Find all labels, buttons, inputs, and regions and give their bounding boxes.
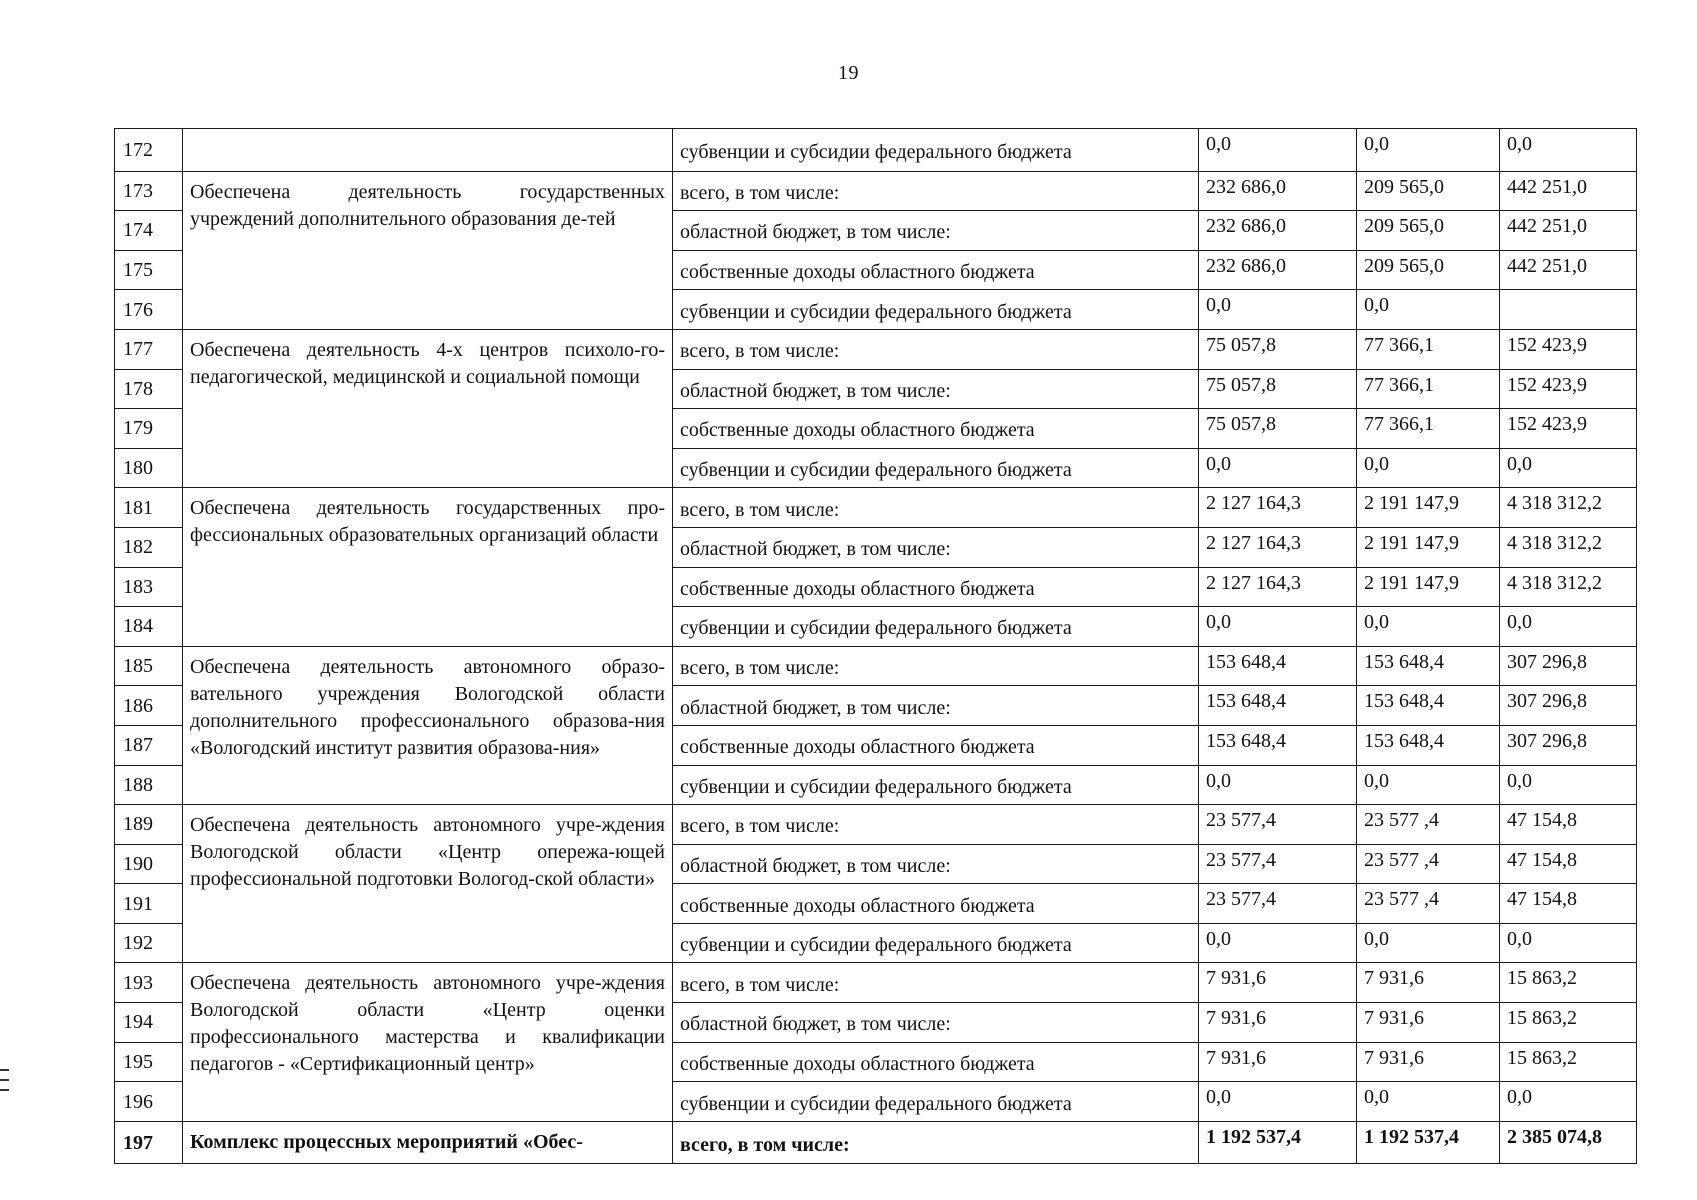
row-number: 174 [115,211,183,251]
value-total: 47 154,8 [1500,805,1637,845]
value-total: 2 385 074,8 [1500,1121,1637,1164]
value-total: 307 296,8 [1500,686,1637,726]
funding-source: субвенции и субсидии федерального бюджета [673,448,1199,488]
value-year-2: 0,0 [1357,290,1500,330]
value-year-1: 0,0 [1199,607,1357,647]
row-number: 178 [115,369,183,409]
value-year-1: 1 192 537,4 [1199,1121,1357,1164]
value-total: 15 863,2 [1500,963,1637,1003]
table-row [115,805,1637,845]
value-year-1: 7 931,6 [1199,1003,1357,1043]
value-year-2: 23 577 ,4 [1357,805,1500,845]
row-number: 183 [115,567,183,607]
table-row [115,488,1637,528]
value-total: 442 251,0 [1500,250,1637,290]
value-year-2: 153 648,4 [1357,725,1500,765]
value-year-2: 209 565,0 [1357,171,1500,211]
value-total: 0,0 [1500,923,1637,963]
value-year-1: 0,0 [1199,129,1357,172]
value-year-1: 0,0 [1199,448,1357,488]
funding-source: собственные доходы областного бюджета [673,409,1199,449]
value-total: 152 423,9 [1500,409,1637,449]
funding-source: областной бюджет, в том числе: [673,1003,1199,1043]
row-description: Обеспечена деятельность государственных про-фессиональных образовательных организаций области [183,488,673,646]
value-year-1: 232 686,0 [1199,250,1357,290]
value-total: 15 863,2 [1500,1042,1637,1082]
value-year-1: 7 931,6 [1199,1042,1357,1082]
table-row [115,963,1637,1003]
value-year-2: 209 565,0 [1357,211,1500,251]
row-number: 197 [115,1121,183,1164]
value-year-1: 75 057,8 [1199,409,1357,449]
funding-source: областной бюджет, в том числе: [673,844,1199,884]
value-total: 442 251,0 [1500,171,1637,211]
value-year-1: 2 127 164,3 [1199,527,1357,567]
row-number: 193 [115,963,183,1003]
table-row [115,171,1637,211]
value-year-2: 153 648,4 [1357,686,1500,726]
value-year-2: 1 192 537,4 [1357,1121,1500,1164]
row-number: 191 [115,884,183,924]
funding-source: субвенции и субсидии федерального бюджета [673,129,1199,172]
value-year-1: 153 648,4 [1199,686,1357,726]
value-total: 0,0 [1500,765,1637,805]
row-description: Обеспечена деятельность автономного учре-ждения Вологодской области «Центр опережа-ющей профессиональной подготовки Вологод-ской области» [183,805,673,963]
value-year-1: 23 577,4 [1199,884,1357,924]
value-total: 152 423,9 [1500,369,1637,409]
value-year-1: 0,0 [1199,765,1357,805]
value-year-2: 153 648,4 [1357,646,1500,686]
table-row [115,329,1637,369]
scan-edge-mark [0,1069,9,1071]
funding-source: всего, в том числе: [673,488,1199,528]
row-number: 176 [115,290,183,330]
value-year-2: 0,0 [1357,765,1500,805]
value-year-2: 77 366,1 [1357,329,1500,369]
row-number: 188 [115,765,183,805]
row-number: 196 [115,1082,183,1122]
row-number: 180 [115,448,183,488]
funding-source: собственные доходы областного бюджета [673,725,1199,765]
funding-source: всего, в том числе: [673,329,1199,369]
value-year-1: 75 057,8 [1199,329,1357,369]
funding-source: субвенции и субсидии федерального бюджета [673,923,1199,963]
page-number: 19 [838,62,859,84]
row-number: 190 [115,844,183,884]
funding-source: всего, в том числе: [673,963,1199,1003]
row-number: 186 [115,686,183,726]
value-year-1: 0,0 [1199,290,1357,330]
value-total: 442 251,0 [1500,211,1637,251]
row-number: 172 [115,129,183,172]
value-year-1: 0,0 [1199,923,1357,963]
value-year-2: 7 931,6 [1357,1003,1500,1043]
value-total: 4 318 312,2 [1500,527,1637,567]
value-total: 4 318 312,2 [1500,488,1637,528]
value-total: 0,0 [1500,129,1637,172]
scan-edge-mark [0,1079,9,1081]
value-year-1: 232 686,0 [1199,211,1357,251]
row-description [183,129,673,172]
value-year-1: 0,0 [1199,1082,1357,1122]
funding-source: субвенции и субсидии федерального бюджета [673,607,1199,647]
value-total: 307 296,8 [1500,646,1637,686]
row-number: 189 [115,805,183,845]
funding-source: собственные доходы областного бюджета [673,884,1199,924]
value-total: 307 296,8 [1500,725,1637,765]
funding-source: областной бюджет, в том числе: [673,369,1199,409]
funding-source: всего, в том числе: [673,1121,1199,1164]
funding-source: собственные доходы областного бюджета [673,250,1199,290]
value-total: 152 423,9 [1500,329,1637,369]
row-number: 185 [115,646,183,686]
value-year-2: 7 931,6 [1357,1042,1500,1082]
value-year-2: 209 565,0 [1357,250,1500,290]
row-description: Обеспечена деятельность 4-х центров психоло-го-педагогической, медицинской и социальной помощи [183,329,673,487]
value-total: 47 154,8 [1500,884,1637,924]
funding-source: субвенции и субсидии федерального бюджета [673,290,1199,330]
value-year-2: 77 366,1 [1357,409,1500,449]
row-description: Обеспечена деятельность государственных учреждений дополнительного образования де-тей [183,171,673,329]
value-year-1: 232 686,0 [1199,171,1357,211]
value-year-2: 2 191 147,9 [1357,567,1500,607]
row-description: Обеспечена деятельность автономного учре-ждения Вологодской области «Центр оценки профессионального мастерства и квалификации педагогов - «Сертификационный центр» [183,963,673,1121]
value-total [1500,290,1637,330]
value-total: 0,0 [1500,448,1637,488]
value-year-2: 23 577 ,4 [1357,884,1500,924]
table-row [115,1121,1637,1164]
value-year-2: 0,0 [1357,129,1500,172]
row-description: Комплекс процессных мероприятий «Обес- [183,1121,673,1164]
value-total: 0,0 [1500,607,1637,647]
value-year-1: 75 057,8 [1199,369,1357,409]
scan-edge-mark [0,1089,9,1091]
row-number: 173 [115,171,183,211]
value-year-2: 2 191 147,9 [1357,488,1500,528]
value-year-1: 7 931,6 [1199,963,1357,1003]
value-year-2: 77 366,1 [1357,369,1500,409]
value-year-1: 23 577,4 [1199,805,1357,845]
value-total: 0,0 [1500,1082,1637,1122]
row-description: Обеспечена деятельность автономного образо-вательного учреждения Вологодской области дополнительного профессионального образова-ния «Вологодский институт развития образова-ния» [183,646,673,804]
value-year-2: 0,0 [1357,1082,1500,1122]
funding-source: субвенции и субсидии федерального бюджета [673,1082,1199,1122]
funding-source: собственные доходы областного бюджета [673,567,1199,607]
row-number: 184 [115,607,183,647]
funding-source: областной бюджет, в том числе: [673,211,1199,251]
value-year-2: 0,0 [1357,923,1500,963]
value-total: 15 863,2 [1500,1003,1637,1043]
value-total: 47 154,8 [1500,844,1637,884]
value-year-2: 0,0 [1357,607,1500,647]
funding-source: областной бюджет, в том числе: [673,527,1199,567]
row-number: 187 [115,725,183,765]
row-number: 194 [115,1003,183,1043]
funding-source: субвенции и субсидии федерального бюджета [673,765,1199,805]
value-year-1: 153 648,4 [1199,725,1357,765]
value-year-2: 0,0 [1357,448,1500,488]
value-year-2: 7 931,6 [1357,963,1500,1003]
value-total: 4 318 312,2 [1500,567,1637,607]
row-number: 192 [115,923,183,963]
funding-source: всего, в том числе: [673,646,1199,686]
value-year-2: 23 577 ,4 [1357,844,1500,884]
row-number: 177 [115,329,183,369]
budget-table [114,128,1637,1164]
value-year-1: 2 127 164,3 [1199,488,1357,528]
row-number: 181 [115,488,183,528]
row-number: 195 [115,1042,183,1082]
funding-source: всего, в том числе: [673,805,1199,845]
row-number: 175 [115,250,183,290]
funding-source: областной бюджет, в том числе: [673,686,1199,726]
funding-source: всего, в том числе: [673,171,1199,211]
funding-source: собственные доходы областного бюджета [673,1042,1199,1082]
table-row [115,129,1637,172]
table-row [115,646,1637,686]
value-year-1: 23 577,4 [1199,844,1357,884]
row-number: 179 [115,409,183,449]
value-year-1: 2 127 164,3 [1199,567,1357,607]
row-number: 182 [115,527,183,567]
value-year-1: 153 648,4 [1199,646,1357,686]
value-year-2: 2 191 147,9 [1357,527,1500,567]
